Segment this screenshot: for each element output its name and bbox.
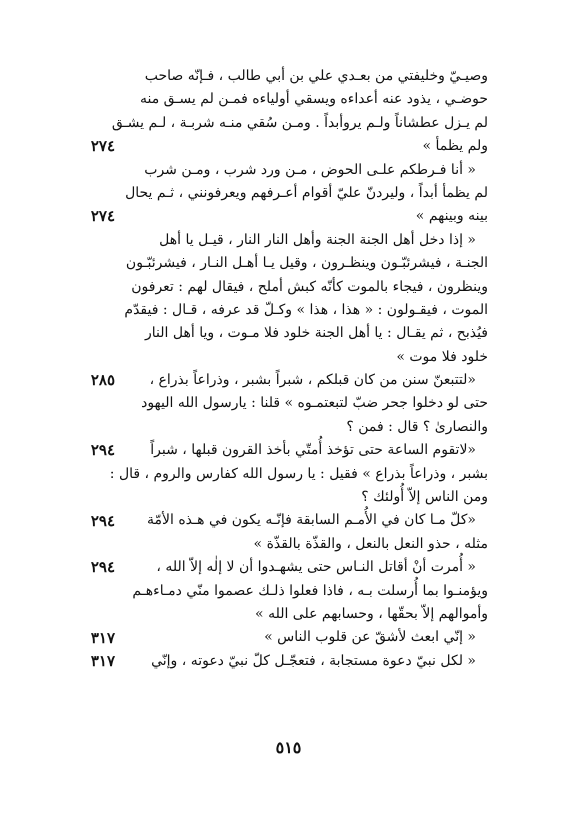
text-line-12: فيُذبح ، ثم يقـال : يا أهل الجنة خلود فلا مـوت ، ويا أهل النار: [145, 325, 488, 342]
text-line-18: بشبر ، وذراعاً بذراع » فقيل : يا رسول الله كفارس والروم ، قال :: [109, 465, 488, 482]
text-line-1: وصيـيّ وخليفتي من بعـدي علي بن أبي طالب ، فـإنّه صاحب: [144, 68, 488, 84]
text-line-17: «لاتقوم الساعة حتى تؤخذ أُمتّي بأخذ القرون قبلها ، شبراً: [150, 442, 476, 459]
text-line-16: والنصارىٰ ؟ قال : فمن ؟: [346, 418, 488, 435]
page-reference: ٣١٧: [90, 652, 115, 670]
page-number: ٥١٥: [275, 738, 302, 757]
text-line-6: لم يظمأ أبداً ، وليردنّ عليّ أقوام أعـرفهم ويعرفونني ، ثـم يحال: [125, 184, 488, 201]
text-line-5: « أنا فـرطكم علـى الحوض ، مـن ورد شرب ، ومـن شرب: [144, 161, 476, 178]
text-line-13: خلود فلا موت »: [396, 348, 488, 365]
page-reference: ٢٧٤: [90, 137, 115, 156]
page-reference: ٣١٧: [90, 628, 115, 647]
text-line-10: وينظرون ، فيجاء بالموت كأنّه كبش أملح ، فيقال لهم : تعرفون: [131, 278, 488, 295]
text-line-11: الموت ، فيقـولون : « هذا ، هذا » وكـلّ قد عرفه ، قـال : فيقدّم: [124, 301, 488, 318]
text-line-9: الجنـة ، فيشرئبّـون وينظـرون ، وقيل يـا أهـل النـار ، فيشرئبّـون: [125, 255, 488, 272]
text-line-3: لم يـزل عطشاناً ولـم يروأبداً . ومـن سُقي منـه شربـة ، لـم يشـق: [111, 114, 488, 131]
text-line-15: حتى لو دخلوا جحر ضبّ لتبعتمـوه » قلنا : يارسول الله اليهود: [141, 395, 488, 412]
page-reference: ٢٩٤: [90, 558, 115, 577]
text-line-26: « لكل نبيّ دعوة مستجابة ، فتعجّـل كلّ نبيّ دعوته ، وإنّي: [151, 652, 476, 669]
text-line-19: ومن الناس إلاّ أُولئك ؟: [361, 489, 488, 506]
text-line-8: « إذا دخل أهل الجنة الجنة وأهل النار النار ، قيـل يا أهل: [159, 231, 476, 248]
text-line-24: وأموالهم إلاّ بحقّها ، وحسابهم على الله »: [255, 605, 488, 622]
text-line-25: « إنّي ابعث لأشقّ عن قلوب الناس »: [264, 629, 476, 646]
text-line-20: «كلّ مـا كان في الأُمـم السابقة فإنّـه يكون في هـذه الأمّة: [147, 512, 476, 529]
text-line-22: « أُمرت أنْ أقاتل النـاس حتى يشهـدوا أن لا إلٰه إلاّ الله ،: [156, 559, 476, 576]
page-reference: ٢٩٤: [90, 511, 115, 530]
page-reference: ٢٧٤: [90, 207, 115, 226]
text-line-23: ويؤمنـوا بما أُرسلت بـه ، فاذا فعلوا ذلـك عصموا منّي دمـاءهـم: [132, 582, 488, 599]
page-reference: ٢٩٤: [90, 441, 115, 460]
text-line-21: مثله ، حذو النعل بالنعل ، والقذّة بالقذّة »: [253, 535, 488, 552]
text-column: [109, 65, 488, 673]
text-line-2: حوضـي ، يذود عنه أعداءه ويسقي أولياءه فمـن لم يسـق منه: [139, 91, 488, 108]
text-line-4: ولم يظمأ »: [422, 138, 488, 155]
page-reference: ٢٨٥: [90, 371, 115, 390]
text-line-7: بينه وبينهم »: [415, 208, 488, 225]
text-line-14: «لتتبعنّ سنن من كان قبلكم ، شبراً بشبر ، وذراعاً بذراع ،: [149, 372, 476, 389]
